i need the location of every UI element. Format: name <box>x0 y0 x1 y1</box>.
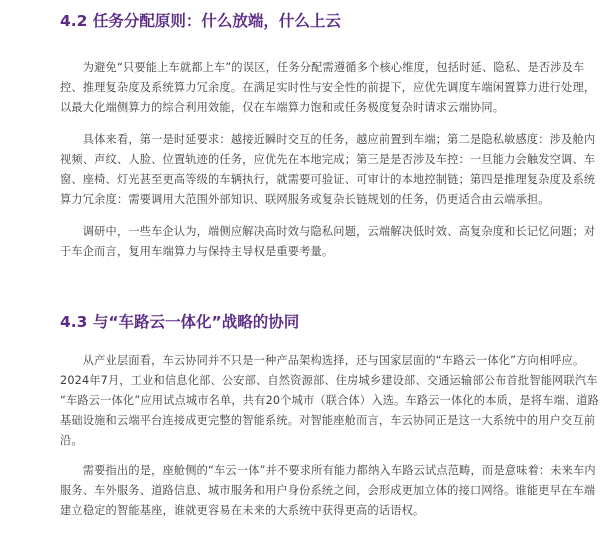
text-line: 视频、声纹、人脸、位置轨迹的任务，应优先在本地完成；第三是是否涉及车控：一旦能力会触发空调、车 <box>60 153 596 166</box>
paragraph-cockpit-integration <box>60 461 596 521</box>
paragraph-industry-view <box>60 351 600 451</box>
text-line: 于车企而言，复用车端算力与保持主导权是重要考量。 <box>60 245 334 258</box>
text-line: 服务、车外服务、道路信息、城市服务和用户身份系统之间，会形成更加立体的接口网络。谁能更早在车端 <box>60 484 596 497</box>
text-line: 基础设施和云端平台连接成更完整的智能系统。对智能座舱而言，车云协同正是这一大系统中的用户交互前 <box>60 414 596 427</box>
paragraph-allocation-criteria <box>60 130 596 210</box>
text-line: 沿。 <box>60 434 83 447</box>
section-heading-4-3: 4.3 与“车路云一体化”战略的协同 <box>60 313 300 331</box>
text-line: 从产业层面看，车云协同并不只是一种产品架构选择，还与国家层面的“车路云一体化”方向相呼应。 <box>60 354 585 367</box>
paragraph-task-dimensions <box>60 58 596 118</box>
text-line: 建立稳定的智能基座，谁就更容易在未来的大系统中获得更高的话语权。 <box>60 504 425 517</box>
paragraph-survey-findings <box>60 222 596 262</box>
text-line: 窗、座椅、灯光甚至更高等级的车辆执行，就需要可验证、可审计的本地控制链；第四是推理复杂度及系统 <box>60 173 596 186</box>
text-line: 控、推理复杂度及系统算力冗余度。在满足实时性与安全性的前提下，应优先调度车端闲置算力进行处理， <box>60 81 596 94</box>
text-line: 为避免“只要能上车就都上车”的误区，任务分配需遵循多个核心维度，包括时延、隐私、是否涉及车 <box>60 61 585 74</box>
text-line: 具体来看，第一是时延要求：越接近瞬时交互的任务，越应前置到车端；第二是隐私敏感度：涉及舱内 <box>60 133 596 146</box>
text-line: 以最大化端侧算力的综合利用效能，仅在车端算力饱和或任务极度复杂时请求云端协同。 <box>60 101 505 114</box>
text-line: “车路云一体化”应用试点城市名单，共有20个城市（联合体）入选。车路云一体化的本质，是将车端、道路 <box>60 394 600 407</box>
text-line: 需要指出的是，座舱侧的“车云一体”并不要求所有能力都纳入车路云试点范畴，而是意味着：未来车内 <box>60 464 596 477</box>
section-heading-4-2: 4.2 任务分配原则：什么放端，什么上云 <box>60 12 341 30</box>
text-line: 2024年7月，工业和信息化部、公安部、自然资源部、住房城乡建设部、交通运输部公布首批智能网联汽车 <box>60 374 598 387</box>
text-line: 调研中，一些车企认为，端侧应解决高时效与隐私问题，云端解决低时效、高复杂度和长记忆问题；对 <box>60 225 596 238</box>
text-line: 算力冗余度：需要调用大范围外部知识、联网服务或复杂长链规划的任务，仍更适合由云端承担。 <box>60 193 550 206</box>
